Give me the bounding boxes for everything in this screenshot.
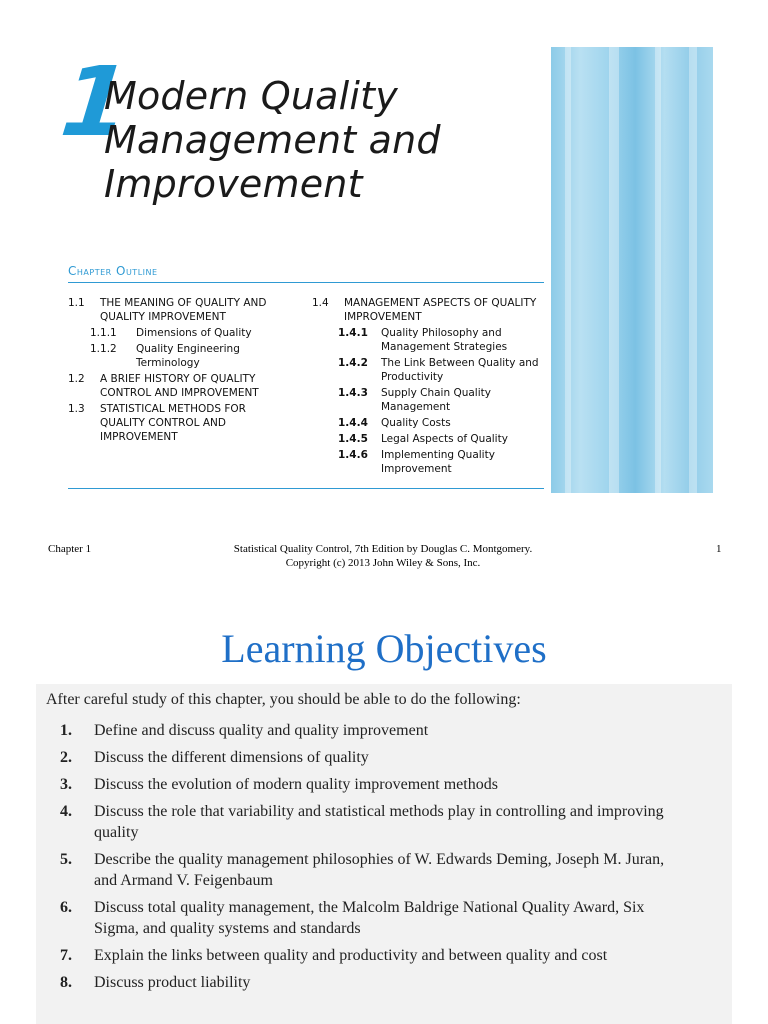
outline-item-text: THE MEANING OF QUALITY AND QUALITY IMPROVEMENT bbox=[100, 297, 267, 323]
objective-text: Discuss product liability bbox=[94, 974, 251, 991]
outline-item-text: MANAGEMENT ASPECTS OF QUALITY IMPROVEMENT bbox=[344, 297, 537, 323]
outline-column-right bbox=[312, 296, 542, 478]
footer-copyright-line: Copyright (c) 2013 John Wiley & Sons, Inc. bbox=[285, 557, 481, 569]
objective-number: 5. bbox=[60, 851, 72, 868]
objectives-list bbox=[58, 720, 673, 999]
outline-item bbox=[312, 326, 542, 354]
objective-number: 1. bbox=[60, 722, 72, 739]
outline-item-number: 1.4.3 bbox=[338, 387, 368, 399]
outline-item-text: Quality Philosophy and Management Strategies bbox=[381, 327, 508, 353]
outline-item bbox=[68, 296, 283, 324]
outline-item-number: 1.4.4 bbox=[338, 417, 368, 429]
outline-item-number: 1.3 bbox=[68, 403, 85, 415]
outline-item bbox=[312, 356, 542, 384]
outline-top-rule bbox=[68, 282, 544, 283]
outline-item bbox=[68, 372, 283, 400]
chapter-title-line: Modern Quality bbox=[104, 74, 398, 118]
objective-text: Describe the quality management philosophies of W. Edwards Deming, Joseph M. Juran, and Armand V. Feigenbaum bbox=[94, 851, 665, 889]
outline-item-number: 1.4.5 bbox=[338, 433, 368, 445]
objective-text: Discuss the evolution of modern quality improvement methods bbox=[94, 776, 498, 793]
outline-item bbox=[312, 448, 542, 476]
outline-item bbox=[68, 326, 283, 340]
outline-heading: Chapter Outline bbox=[68, 264, 158, 278]
objective-text: Define and discuss quality and quality improvement bbox=[94, 722, 429, 739]
objective-item bbox=[58, 849, 673, 891]
decorative-blue-panel bbox=[551, 47, 713, 493]
footer-citation bbox=[160, 542, 606, 570]
footer-chapter: Chapter 1 bbox=[48, 543, 92, 555]
objective-text: Discuss the different dimensions of quality bbox=[94, 749, 369, 766]
outline-bottom-rule bbox=[68, 488, 544, 489]
outline-item-number: 1.4.1 bbox=[338, 327, 368, 339]
objective-number: 7. bbox=[60, 947, 72, 964]
outline-item-text: STATISTICAL METHODS FOR QUALITY CONTROL AND IMPROVEMENT bbox=[100, 403, 246, 443]
footer-page-number: 1 bbox=[716, 543, 722, 555]
outline-column-left bbox=[68, 296, 283, 446]
objective-text: Discuss total quality management, the Malcolm Baldrige National Quality Award, Six Sigma, and quality systems and standards bbox=[94, 899, 645, 937]
outline-item-text: Quality Costs bbox=[381, 417, 451, 429]
objective-text: Explain the links between quality and productivity and between quality and cost bbox=[94, 947, 608, 964]
outline-item bbox=[68, 342, 283, 370]
objective-text: Discuss the role that variability and statistical methods play in controlling and improving quality bbox=[94, 803, 664, 841]
outline-item-number: 1.1.1 bbox=[90, 327, 117, 339]
objective-item bbox=[58, 945, 673, 966]
objectives-slide bbox=[0, 600, 768, 1024]
outline-item bbox=[312, 416, 542, 430]
chapter-title bbox=[104, 74, 524, 206]
outline-item-text: Quality Engineering Terminology bbox=[136, 343, 240, 369]
chapter-number: 1 bbox=[56, 46, 135, 158]
outline-item-text: Implementing Quality Improvement bbox=[381, 449, 495, 475]
outline-item-number: 1.1 bbox=[68, 297, 85, 309]
outline-item-number: 1.1.2 bbox=[90, 343, 117, 355]
footer-citation-line: Statistical Quality Control, 7th Edition by Douglas C. Montgomery. bbox=[233, 543, 533, 555]
outline-item-number: 1.2 bbox=[68, 373, 85, 385]
objective-item bbox=[58, 774, 673, 795]
outline-item-number: 1.4.2 bbox=[338, 357, 368, 369]
objective-item bbox=[58, 747, 673, 768]
objective-item bbox=[58, 972, 673, 993]
chapter-title-line: Improvement bbox=[104, 162, 363, 206]
objective-number: 8. bbox=[60, 974, 72, 991]
outline-item-text: Dimensions of Quality bbox=[136, 327, 252, 339]
outline-item bbox=[68, 402, 283, 444]
objectives-title: Learning Objectives bbox=[221, 626, 547, 671]
objective-item bbox=[58, 897, 673, 939]
objective-number: 6. bbox=[60, 899, 72, 916]
outline-item-text: The Link Between Quality and Productivity bbox=[381, 357, 539, 383]
outline-item bbox=[312, 432, 542, 446]
objective-number: 3. bbox=[60, 776, 72, 793]
objective-number: 4. bbox=[60, 803, 72, 820]
objective-item bbox=[58, 720, 673, 741]
outline-item bbox=[312, 386, 542, 414]
outline-item-number: 1.4.6 bbox=[338, 449, 368, 461]
outline-item-text: Supply Chain Quality Management bbox=[381, 387, 491, 413]
outline-item-number: 1.4 bbox=[312, 297, 329, 309]
outline-item bbox=[312, 296, 542, 324]
objective-number: 2. bbox=[60, 749, 72, 766]
chapter-title-line: Management and bbox=[104, 118, 441, 162]
objective-item bbox=[58, 801, 673, 843]
outline-item-text: Legal Aspects of Quality bbox=[381, 433, 508, 445]
objectives-intro: After careful study of this chapter, you should be able to do the following: bbox=[46, 691, 521, 708]
outline-item-text: A BRIEF HISTORY OF QUALITY CONTROL AND IMPROVEMENT bbox=[100, 373, 259, 399]
